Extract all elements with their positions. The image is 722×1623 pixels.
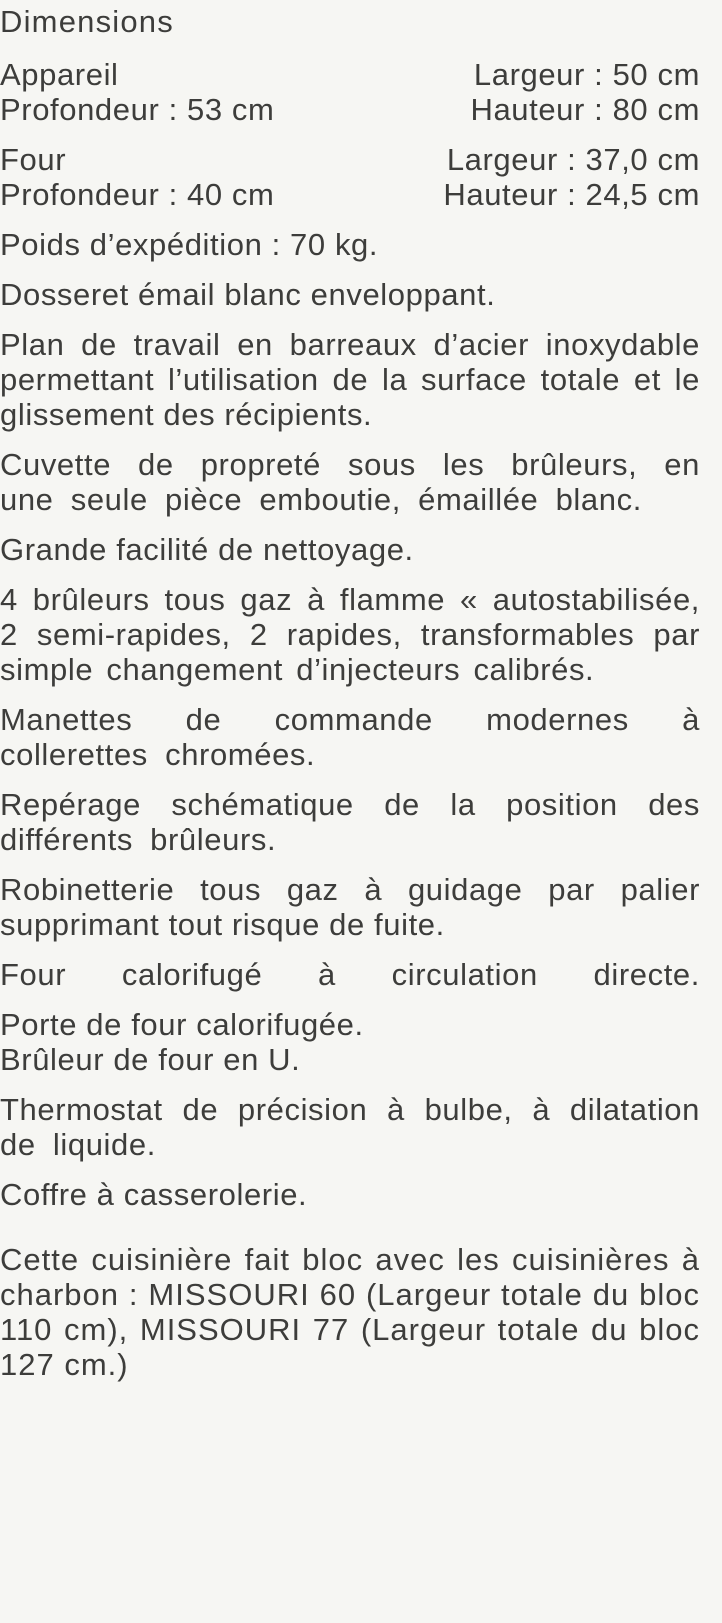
facilite-paragraph: Grande facilité de nettoyage. xyxy=(0,532,414,567)
poids-paragraph: Poids d’expédition : 70 kg. xyxy=(0,227,379,262)
appareil-profondeur: Profondeur : 53 cm xyxy=(0,92,275,127)
page-title: Dimensions xyxy=(0,4,174,39)
four-calorifuge-paragraph: Four calorifugé à circulation directe. xyxy=(0,957,700,992)
four-label: Four xyxy=(0,142,67,177)
robinetterie-paragraph: Robinetterie tous gaz à guidage par palier supprimant tout risque de fuite. xyxy=(0,872,700,942)
thermostat-paragraph: Thermostat de précision à bulbe, à dilatation de liquide. xyxy=(0,1092,700,1162)
four-largeur: Largeur : 37,0 cm xyxy=(446,142,700,177)
bloc-paragraph: Cette cuisinière fait bloc avec les cuisinières à charbon : MISSOURI 60 (Largeur totale du bloc 110 cm), MISSOURI 77 (Largeur totale du bloc 127 cm.) xyxy=(0,1242,700,1382)
porte-line: Porte de four calorifugée. xyxy=(0,1007,364,1042)
reperage-paragraph: Repérage schématique de la position des différents brûleurs. xyxy=(0,787,700,857)
porte-bruleur-paragraph xyxy=(0,1007,700,1077)
four-hauteur: Hauteur : 24,5 cm xyxy=(443,177,700,212)
four-dimensions xyxy=(0,142,700,212)
manettes-paragraph: Manettes de commande modernes à collerettes chromées. xyxy=(0,702,700,772)
appareil-label: Appareil xyxy=(0,57,119,92)
four-profondeur: Profondeur : 40 cm xyxy=(0,177,275,212)
appareil-dimensions xyxy=(0,57,700,127)
coffre-paragraph: Coffre à casserolerie. xyxy=(0,1177,308,1212)
bruleurs-paragraph: 4 brûleurs tous gaz à flamme « autostabilisée, 2 semi-rapides, 2 rapides, transformables par simple changement d’injecteurs calibrés. xyxy=(0,582,700,687)
plan-paragraph: Plan de travail en barreaux d’acier inoxydable permettant l’utilisation de la surface totale et le glissement des récipients. xyxy=(0,327,700,432)
appareil-hauteur: Hauteur : 80 cm xyxy=(470,92,700,127)
dosseret-paragraph: Dosseret émail blanc enveloppant. xyxy=(0,277,496,312)
appareil-largeur: Largeur : 50 cm xyxy=(473,57,700,92)
cuvette-paragraph: Cuvette de propreté sous les brûleurs, en une seule pièce emboutie, émaillée blanc. xyxy=(0,447,700,517)
bruleur-four-line: Brûleur de four en U. xyxy=(0,1042,301,1077)
